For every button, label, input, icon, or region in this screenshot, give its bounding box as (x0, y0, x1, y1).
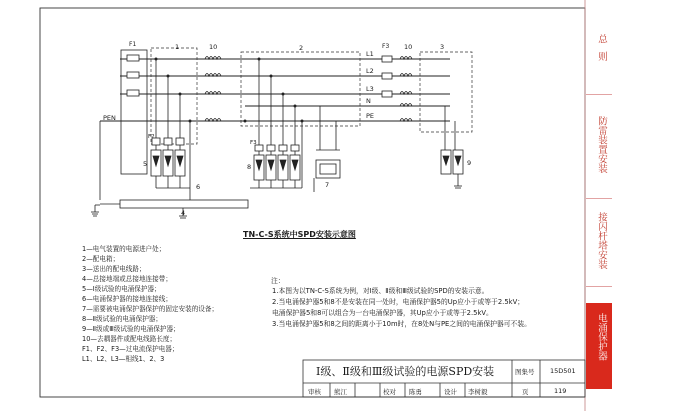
page-number: 119 (554, 387, 567, 395)
legend-item: 10—去耦器件或配电线路长度； (82, 335, 177, 343)
check-label: 校对 (383, 388, 396, 396)
tab-surge-protector[interactable] (586, 303, 612, 389)
label-l1: L1 (366, 50, 374, 58)
main-conductors (100, 59, 450, 121)
tab-air-terminal-tower[interactable] (586, 208, 612, 287)
label-f3-right: F3 (382, 43, 390, 50)
label-6: 6 (196, 183, 201, 191)
label-5: 5 (143, 160, 148, 168)
tab-label: 接闪杆塔安装 (596, 212, 607, 269)
legend-item: 8—Ⅱ级试验的电涌保护器； (82, 315, 162, 323)
label-3: 3 (440, 43, 445, 51)
review-label: 审核 (308, 388, 321, 396)
atlas-number: 15D501 (550, 367, 576, 375)
label-7: 7 (325, 181, 330, 189)
label-f3-mid: F3 (250, 140, 257, 146)
note-line: 1.本图为以TN-C-S系统为例，对Ⅰ级、Ⅱ级和Ⅲ级试验的SPD的安装示意。 (272, 287, 489, 295)
label-f2: F2 (148, 134, 155, 140)
spd-8-class-ii (250, 59, 302, 188)
legend-item: 5—Ⅰ级试验的电涌保护器； (82, 285, 161, 293)
note-line: 3.当电涌保护器5和8之间的距离小于10m时，在8处N与PE之间的电涌保护器可不装。 (272, 320, 531, 328)
legend-item: 7—需要被电涌保护器保护的固定安装的设备； (82, 305, 219, 313)
tab-label: 总则 (596, 34, 607, 69)
diagram-title: TN-C-S系统中SPD安装示意图 (243, 230, 356, 239)
reviewer-name: 熊江 (334, 388, 347, 396)
legend-item: 1—电气装置的电源进户处； (82, 245, 166, 253)
drawing-title: Ⅰ级、Ⅱ级和Ⅲ级试验的电源SPD安装 (316, 365, 495, 378)
box-3-outgoing-line (420, 52, 472, 132)
fuse-f3-right (382, 56, 392, 97)
decoupling-coils-left (205, 57, 221, 122)
tab-label: 防雷装置安装 (596, 116, 607, 173)
atlas-label: 图集号 (515, 368, 535, 376)
legend-item: 3—送出的配电线路； (82, 265, 146, 273)
label-10-right: 10 (404, 43, 413, 51)
equipment-7 (314, 106, 340, 192)
label-8: 8 (247, 163, 252, 171)
fuse-f1 (127, 55, 139, 96)
label-l3: L3 (366, 85, 374, 93)
label-1: 1 (175, 43, 180, 51)
notes-heading: 注： (271, 277, 285, 285)
fuse-box-f1 (121, 50, 147, 174)
legend-item: 2—配电箱； (82, 255, 120, 263)
checker-name: 陈勇 (409, 388, 422, 396)
legend-item: F1、F2、F3—过电流保护电器； (82, 345, 179, 353)
label-pen: PEN (103, 114, 116, 122)
label-4: 4 (181, 209, 186, 217)
sidebar (586, 0, 691, 411)
note-line: 2.当电涌保护器5和8不是安装在同一处时，电涌保护器5的Up应小于或等于2.5kV； (272, 298, 525, 306)
legend-item: 6—电涌保护器的接地连接线； (82, 295, 172, 303)
label-n: N (366, 97, 371, 105)
label-pe: PE (366, 112, 375, 120)
spd-5-class-i (151, 59, 190, 200)
page-label: 页 (522, 388, 529, 396)
label-9: 9 (467, 159, 472, 167)
note-line: 电涌保护器5和8可以组合为一台电涌保护器，其Up应小于或等于2.5kV。 (272, 309, 493, 317)
tab-general[interactable] (586, 26, 612, 95)
label-2: 2 (299, 44, 304, 52)
earth-bar-4 (91, 121, 248, 218)
label-f1: F1 (129, 41, 137, 48)
label-10-left: 10 (209, 43, 218, 51)
legend-item: 4—总接地端或总接地连接带； (82, 275, 172, 283)
legend-item: 9—Ⅱ级或Ⅲ级试验的电涌保护器； (82, 325, 180, 333)
decoupling-coils-right (400, 57, 412, 122)
tab-lightning-protection[interactable] (586, 112, 612, 199)
designer-name: 李树毅 (468, 388, 488, 396)
legend-item: L1、L2、L3—相线1、2、3 (82, 355, 165, 363)
design-label: 设计 (444, 388, 457, 396)
label-l2: L2 (366, 67, 374, 75)
junction-dots (155, 58, 304, 123)
tab-label: 电涌保护器 (596, 313, 607, 361)
spd-9-class-ii-iii (441, 106, 463, 188)
